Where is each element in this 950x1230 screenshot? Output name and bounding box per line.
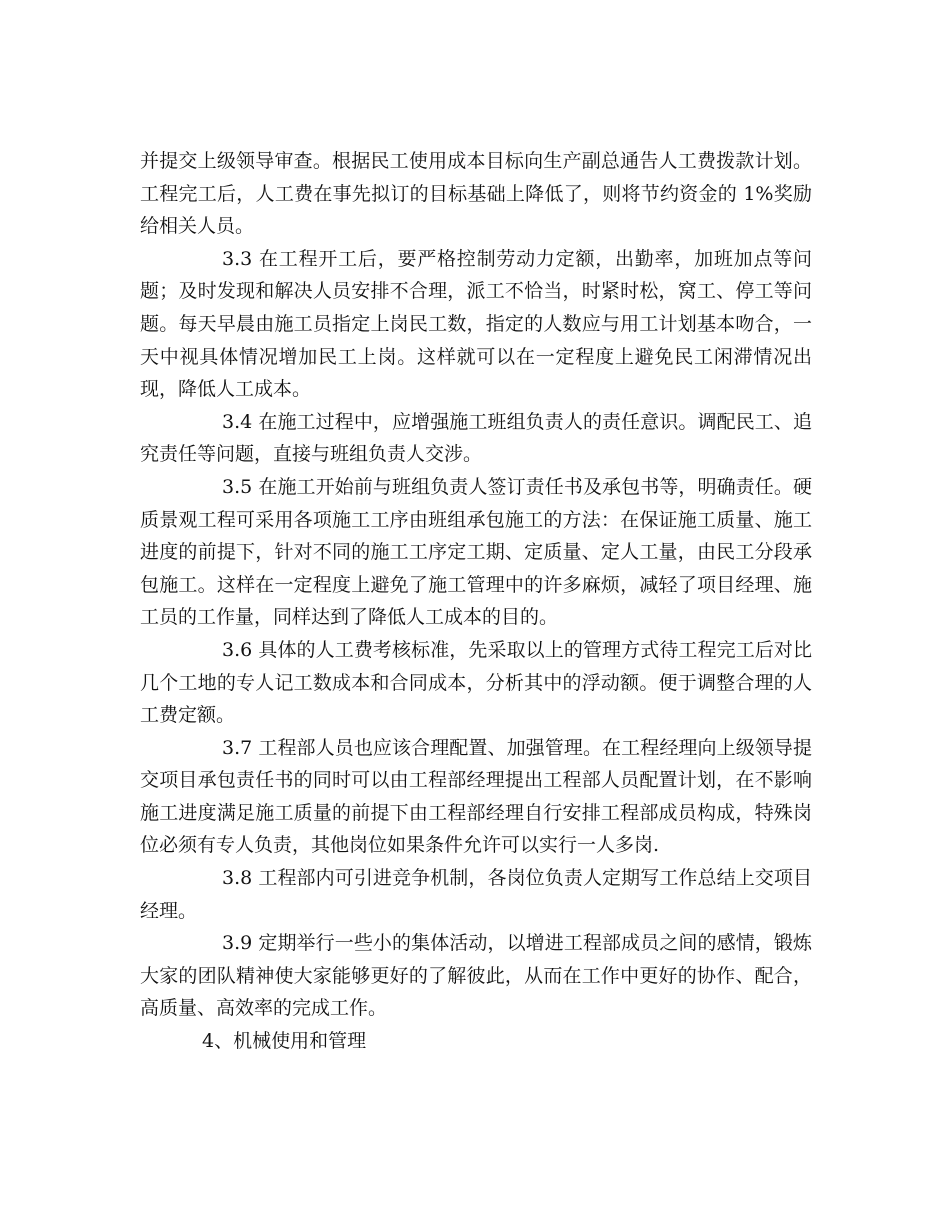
paragraph-3-8: 3.8 工程部内可引进竞争机制，各岗位负责人定期写工作总结上交项目经理。 (140, 867, 812, 922)
paragraph-3-6: 3.6 具体的人工费考核标准，先采取以上的管理方式待工程完工后对比几个工地的专人记工数成本和合同成本，分析其中的浮动额。便于调整合理的人工费定额。 (140, 638, 812, 727)
paragraph-3-9: 3.9 定期举行一些小的集体活动，以增进工程部成员之间的感情，锻炼大家的团队精神使大家能够更好的了解彼此，从而在工作中更好的协作、配合，高质量、高效率的完成工作。 (140, 932, 812, 1020)
paragraph-3-7: 3.7 工程部人员也应该合理配置、加强管理。在工程经理向上级领导提交项目承包责任书的同时可以由工程部经理提出工程部人员配置计划，在不影响施工进度满足施工质量的前提下由工程部经理自行安排工程部成员构成，特殊岗位必须有专人负责，其他岗位如果条件允许可以实行一人多岗. (140, 736, 812, 857)
document-body (140, 145, 812, 1058)
paragraph-3-3: 3.3 在工程开工后，要严格控制劳动力定额，出勤率，加班加点等问题；及时发现和解决人员安排不合理，派工不恰当，时紧时松，窝工、停工等问题。每天早晨由施工员指定上岗民工数，指定的人数应与用工计划基本吻合，一天中视具体情况增加民工上岗。这样就可以在一定程度上避免民工闲滞情况出现，降低人工成本。 (140, 247, 812, 401)
paragraph-continued: 并提交上级领导审查。根据民工使用成本目标向生产副总通告人工费拨款计划。工程完工后，人工费在事先拟订的目标基础上降低了，则将节约资金的 1%奖励给相关人员。 (140, 150, 812, 238)
paragraph-3-4: 3.4 在施工过程中，应增强施工班组负责人的责任意识。调配民工、追究责任等问题，直接与班组负责人交涉。 (140, 410, 812, 466)
section-heading: 4、机械使用和管理 (202, 1030, 367, 1053)
paragraph-3-5: 3.5 在施工开始前与班组负责人签订责任书及承包书等，明确责任。硬质景观工程可采用各项施工工序由班组承包施工的方法：在保证施工质量、施工进度的前提下，针对不同的施工工序定工期、定质量、定人工量，由民工分段承包施工。这样在一定程度上避免了施工管理中的许多麻烦，减轻了项目经理、施工员的工作量，同样达到了降低人工成本的目的。 (140, 475, 812, 629)
